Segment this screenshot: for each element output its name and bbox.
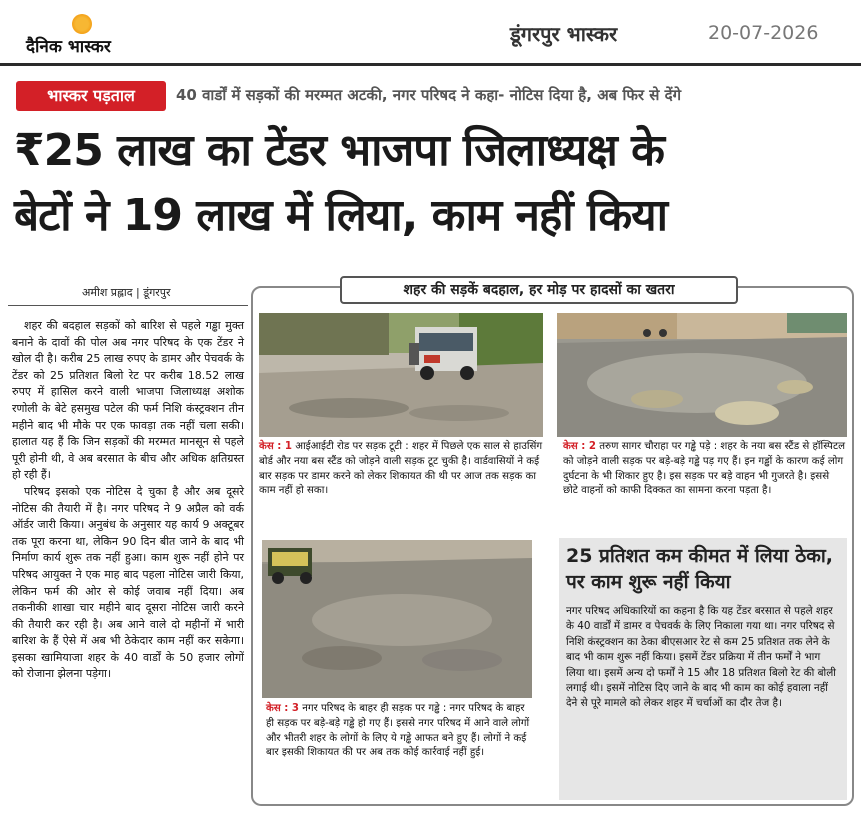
photo-case-2 (557, 313, 847, 437)
byline: अमीश प्रह्लाद | डूंगरपुर (82, 286, 171, 299)
byline-divider (8, 305, 248, 306)
kicker-badge: भास्कर पड़ताल (16, 81, 166, 111)
sidebar-body: नगर परिषद अधिकारियों का कहना है कि यह टेंडर बरसात से पहले शहर के 40 वार्डों में डामर व पेचवर्क के लिए निकाला गया था। नगर परिषद से निशि कंस्ट्रक्शन का ठेका बीएसआर रेट से कम 25 प्रतिशत तक लेने के बाद भी काम शुरू नहीं किया। इसमें टेंडर प्रक्रिया में तीन फर्मों ने भाग लिया था। इसमें अन्य दो फर्मों ने 15 और 18 प्रतिशत बिलो रेट की बोली लगाई थी। इसमें नोटिस दिए जाने के बाद भी काम का कोई हवाला नहीं देने से पूरे मामले को लेकर शहर में चर्चाओं का दौर तेज है। (566, 605, 836, 710)
case-2-text: तरुण सागर चौराहा पर गड्ढे पड़े : शहर के नया बस स्टैंड से हॉस्पिटल को जोड़ने वाली सड़क पर बड़े-बड़े गड्ढे पड़ गए हैं। इन गड्ढों के कारण कई लोग दुर्घटना के भी शिकार हुए है। इस सड़क पर बड़े वाहन भी गुजरते है। इससे छोटे वाहनों को काफी दिक्कत का सामना करना पड़ता है। (563, 441, 845, 497)
road-photo-2 (557, 313, 847, 437)
logo-text: दैनिक भास्कर (26, 37, 111, 57)
newspaper-logo (26, 14, 146, 57)
case-3-caption (266, 702, 534, 761)
case-2-caption (563, 440, 847, 499)
case-1-text: आईआईटी रोड पर सड़क टूटी : शहर में पिछले एक साल से हाउसिंग बोर्ड और नया बस स्टैंड को जोड़ने वाली सड़क टूट चुकी है। वार्डवासियों ने कई बार सड़क पर डामर करने को लेकर शिकायत की थी पर आज तक सड़क का काम नहीं हो सका। (259, 441, 543, 497)
headline-line-2: बेटों ने 19 लाख में लिया, काम नहीं किया (14, 190, 668, 241)
edition-name: डूंगरपुर भास्कर (510, 22, 618, 46)
case-1-tag: केस : 1 (259, 441, 292, 452)
article-paragraph-2: परिषद इसको एक नोटिस दे चुका है और अब दूसरे नोटिस की तैयारी में है। नगर परिषद ने 9 अप्रैल को वर्क ऑर्डर जारी किया। अनुबंध के अनुसार यह कार्य 9 अक्टूबर तक पूरा करना था, लेकिन 90 दिन बीत जाने के बाद भी निर्माण कार्य शुरू तक नहीं हुआ। काम शुरू नहीं होने पर परिषद आयुक्त ने एक माह बाद पहला नोटिस जारी किया, लेकिन फर्म की ओर से कोई जवाब नहीं दिया। अब तकनीकी शाखा चार महीने बाद दूसरा नोटिस जारी करने की तैयारी कर रही है। अब आने वाले दो महीनों में भारी बारिश के हैं ऐसे में अब भी ठेकेदार काम नहीं कर सकेगा। इसका खामियाजा शहर के 40 वार्डों के 50 हजार लोगों को रोजाना झेलना पड़ेगा। (12, 484, 244, 681)
masthead (0, 0, 861, 66)
photo-case-1 (259, 313, 543, 437)
road-photo-3 (262, 540, 532, 698)
road-photo-1 (259, 313, 543, 437)
kicker-text: 40 वार्डों में सड़कों की मरम्मत अटकी, नगर परिषद ने कहा- नोटिस दिया है, अब फिर से देंगे (176, 86, 682, 104)
photo-case-3 (262, 540, 532, 698)
edition-date: 20-07-2026 (708, 22, 819, 44)
case-3-text: नगर परिषद के बाहर ही सड़क पर गड्ढे : नगर परिषद के बाहर ही सड़क पर बड़े-बड़े गड्ढे हो गए हैं। इससे नगर परिषद में आने वाले लोगों और भीतरी शहर के लोगों के लिए ये गड्ढे आफत बने हुए हैं। लोगों ने कई बार इसकी शिकायत की पर अब तक कोई कार्रवाई नहीं हुई। (266, 703, 530, 759)
photo-box-title: शहर की सड़कें बदहाल, हर मोड़ पर हादसों का खतरा (340, 276, 738, 304)
sidebar-title: 25 प्रतिशत कम कीमत में लिया ठेका, पर काम शुरू नहीं किया (566, 545, 833, 593)
case-2-tag: केस : 2 (563, 441, 596, 452)
article-body (12, 318, 244, 683)
case-1-caption (259, 440, 546, 499)
case-3-tag: केस : 3 (266, 703, 299, 714)
article-paragraph-1: शहर की बदहाल सड़कों को बारिश से पहले गड्ढा मुक्त बनाने के दावों की पोल अब नगर परिषद के एक टेंडर ने खोल दी है। करीब 25 लाख रुपए के डामर और पेचवर्क के टेंडर को 25 प्रतिशत बिलो रेट पर करीब 18.52 लाख रुपए में हासिल करने वाली भाजपा जिलाध्यक्ष अशोक रणोली के बेटे हसमुख पटेल की फर्म निशि कंस्ट्रक्शन तीन महीने बाद भी मौके पर एक फावड़ा तक नहीं चला सकी। हालात यह हैं कि जिन सड़कों की मरम्मत मानसून से पहले पूरी होनी थी, वे अब बरसात के बीच और अधिक क्षतिग्रस्त हो रही हैं। (12, 319, 244, 482)
headline-line-1: ₹25 लाख का टेंडर भाजपा जिलाध्यक्ष के (14, 125, 664, 176)
sun-icon (72, 14, 92, 34)
